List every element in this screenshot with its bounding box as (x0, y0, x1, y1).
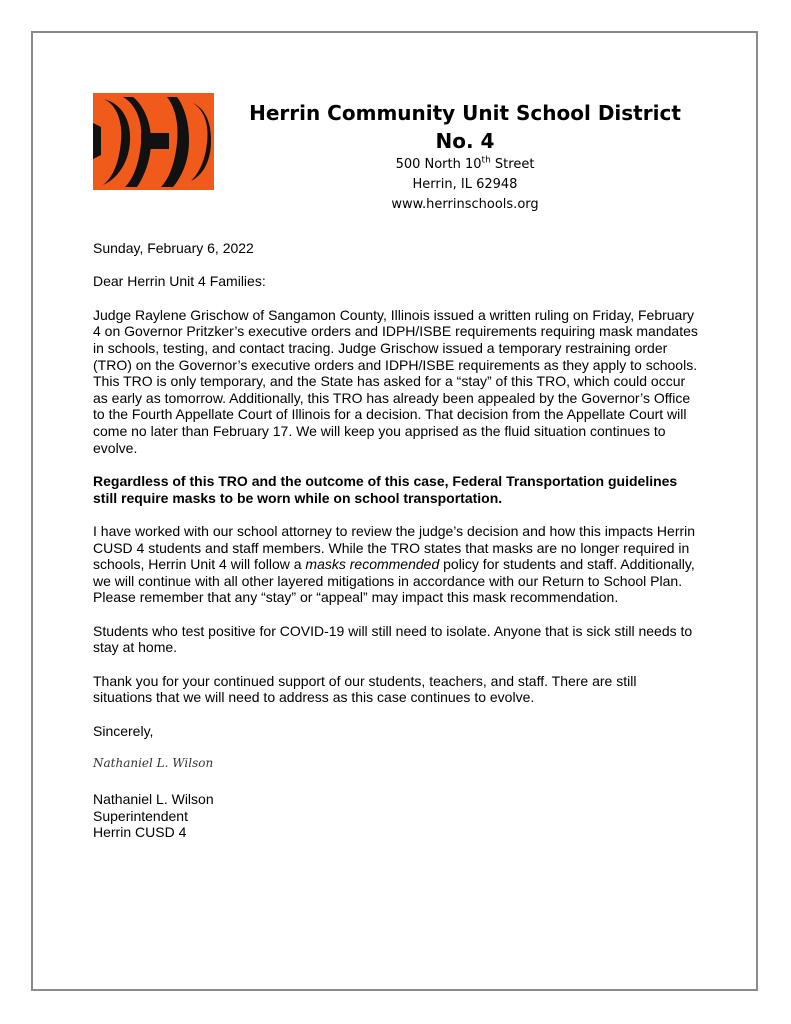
district-name: Herrin Community Unit School District No. 4 (249, 101, 681, 153)
handwritten-signature: Nathaniel L. Wilson (93, 756, 214, 771)
paragraph-isolation: Students who test positive for COVID-19 will still need to isolate. Anyone that is sick still needs to stay at home. (93, 622, 693, 656)
paragraph-thanks: Thank you for your continued support of our students, teachers, and staff. There are still situations that we will need to address as this case continues to evolve. (93, 672, 637, 706)
letterhead (236, 99, 694, 215)
closing: Sincerely, (93, 722, 154, 739)
signature-block (93, 791, 698, 841)
paragraph-ruling: Judge Raylene Grischow of Sangamon County, Illinois issued a written ruling on Friday, February 4 on Governor Pritzker’s executive orders and IDPH/ISBE requirements requiring mask mandates in schools, testing, and contact tracing. Judge Grischow issued a temporary restraining order (TRO) on the Governor’s executive orders and IDPH/ISBE requirements as they apply to schools. This TRO is only temporary, and the State has asked for a “stay” of this TRO, which could occur as early as tomorrow. Additionally, this TRO has already been appealed by the Governor’s Office to the Fourth Appellate Court of Illinois for a decision. That decision from the Appellate Court will come no later than February 17. We will keep you apprised as the fluid situation continues to evolve. (93, 306, 698, 456)
street-address: 500 North 10th Street (395, 155, 535, 172)
paragraph-transportation: Regardless of this TRO and the outcome of this case, Federal Transportation guidelines still require masks to be worn while on school transportation. (93, 472, 678, 506)
website-link[interactable]: www.herrinschools.org (391, 197, 539, 212)
city-state: Herrin, IL 62948 (412, 177, 518, 192)
letter-body (93, 240, 698, 841)
h-logo-icon (93, 93, 214, 190)
letter-date: Sunday, February 6, 2022 (93, 240, 254, 256)
signer-name: Nathaniel L. Wilson (93, 791, 214, 808)
letter-greeting: Dear Herrin Unit 4 Families: (93, 273, 266, 290)
signer-org: Herrin CUSD 4 (93, 824, 187, 841)
signer-title: Superintendent (93, 807, 188, 824)
paragraph-policy: I have worked with our school attorney to review the judge’s decision and how this impacts Herrin CUSD 4 students and staff members. While the TRO states that masks are no longer required in schools, Herrin Unit 4 will follow a masks recommended policy for students and staff. Additionally, we will continue with all other layered mitigations in accordance with our Return to School Plan. Please remember that any “stay” or “appeal” may impact this mask recommendation. (93, 522, 696, 606)
district-logo (93, 93, 214, 190)
